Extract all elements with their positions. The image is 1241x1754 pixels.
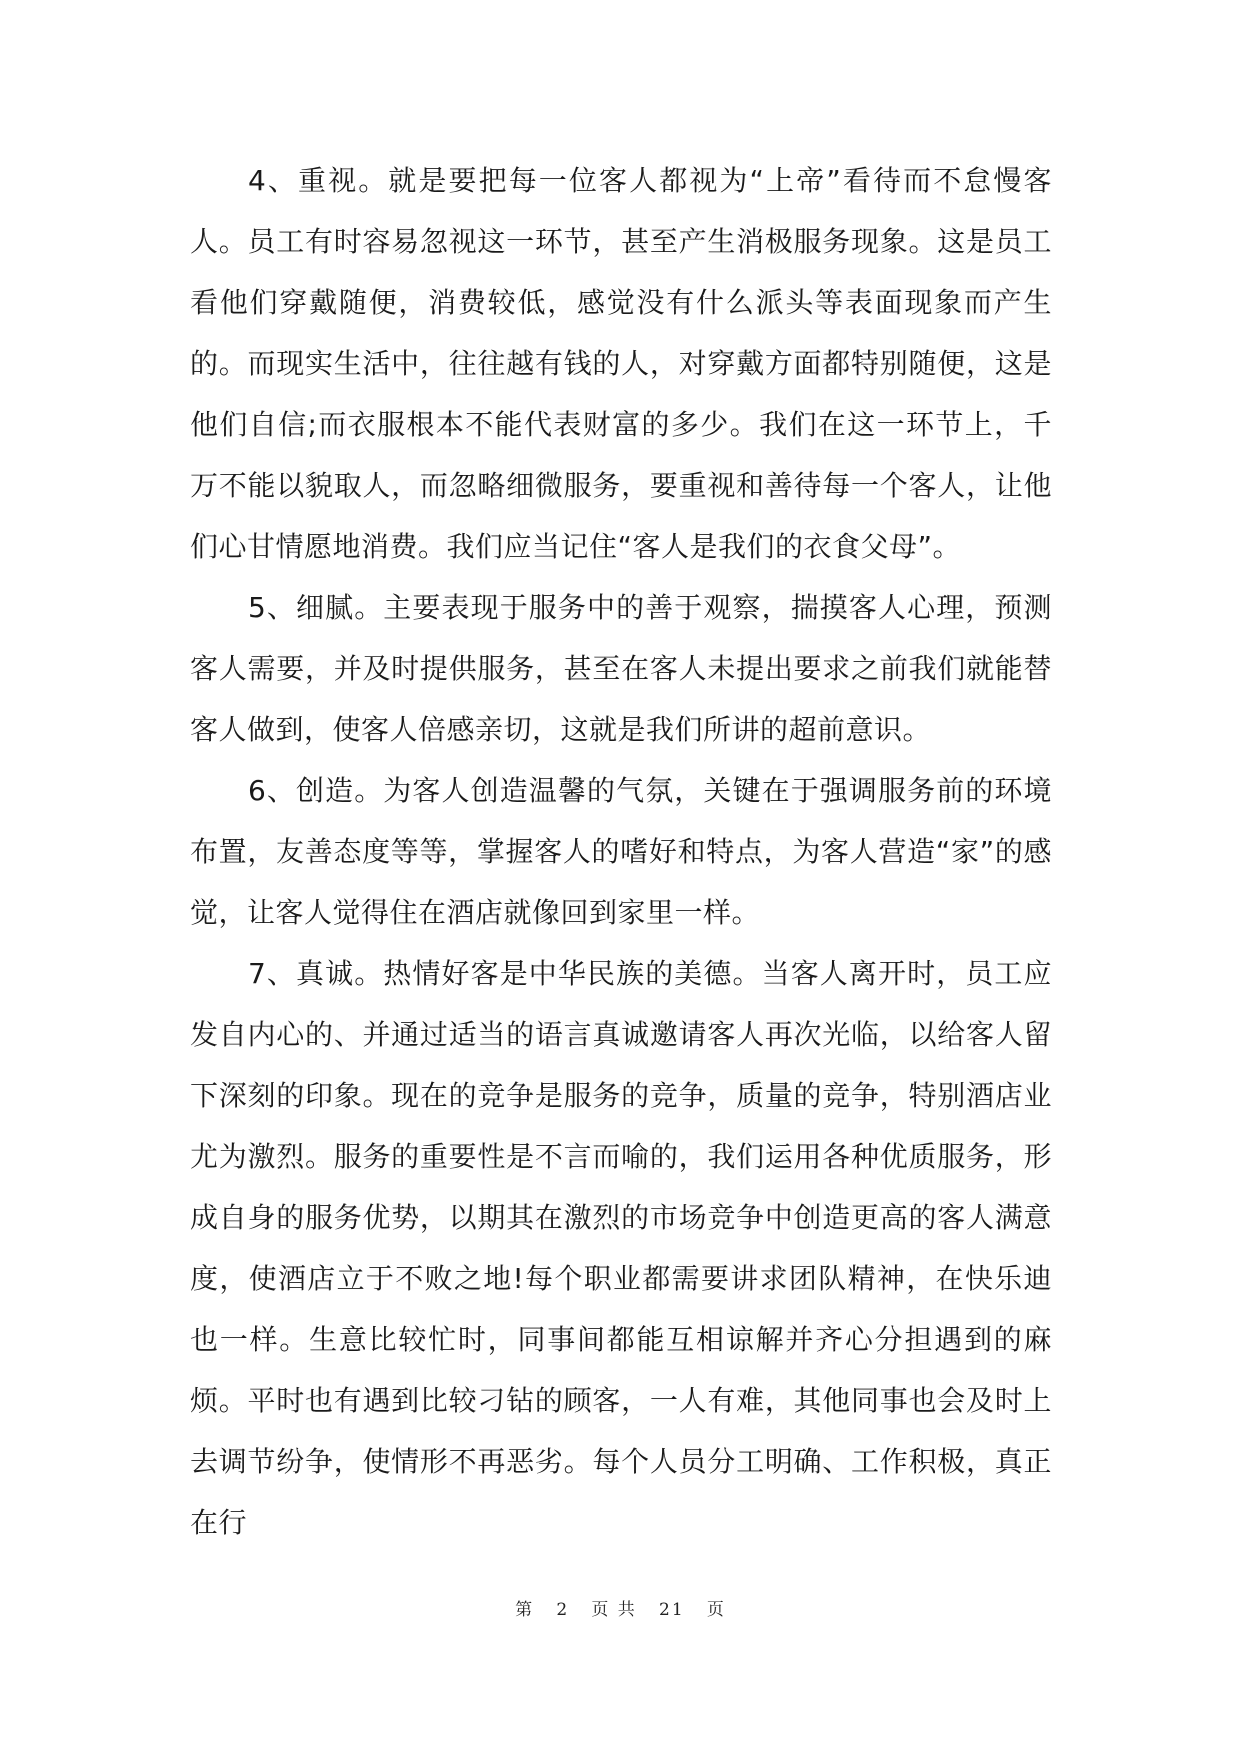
footer-prefix: 第 [515, 1600, 535, 1620]
footer-middle: 页 共 [591, 1600, 637, 1620]
paragraph-4-attention: 4、重视。就是要把每一位客人都视为“上帝”看待而不怠慢客人。员工有时容易忽视这一环节，甚至产生消极服务现象。这是员工看他们穿戴随便，消费较低，感觉没有什么派头等表面现象而产生的。而现实生活中，往往越有钱的人，对穿戴方面都特别随便，这是他们自信;而衣服根本不能代表财富的多少。我们在这一环节上，千万不能以貌取人，而忽略细微服务，要重视和善待每一个客人，让他们心甘情愿地消费。我们应当记住“客人是我们的衣食父母”。 [190, 164, 1052, 563]
paragraph-5-delicacy: 5、细腻。主要表现于服务中的善于观察，揣摸客人心理，预测客人需要，并及时提供服务，甚至在客人未提出要求之前我们就能替客人做到，使客人倍感亲切，这就是我们所讲的超前意识。 [190, 591, 1052, 746]
footer-page-number: 2 [556, 1600, 570, 1620]
footer-suffix: 页 [706, 1600, 726, 1620]
page-footer [0, 1595, 1241, 1620]
paragraph-6-creation: 6、创造。为客人创造温馨的气氛，关键在于强调服务前的环境布置，友善态度等等，掌握客人的嗜好和特点，为客人营造“家”的感觉，让客人觉得住在酒店就像回到家里一样。 [190, 774, 1052, 929]
paragraph-7-sincerity: 7、真诚。热情好客是中华民族的美德。当客人离开时，员工应发自内心的、并通过适当的语言真诚邀请客人再次光临，以给客人留下深刻的印象。现在的竞争是服务的竞争，质量的竞争，特别酒店业尤为激烈。服务的重要性是不言而喻的，我们运用各种优质服务，形成自身的服务优势，以期其在激烈的市场竞争中创造更高的客人满意度，使酒店立于不败之地!每个职业都需要讲求团队精神，在快乐迪也一样。生意比较忙时，同事间都能互相谅解并齐心分担遇到的麻烦。平时也有遇到比较刁钻的顾客，一人有难，其他同事也会及时上去调节纷争，使情形不再恶劣。每个人员分工明确、工作积极，真正在行 [190, 957, 1052, 1539]
footer-total-pages: 21 [659, 1600, 685, 1620]
document-body [190, 150, 1052, 1553]
